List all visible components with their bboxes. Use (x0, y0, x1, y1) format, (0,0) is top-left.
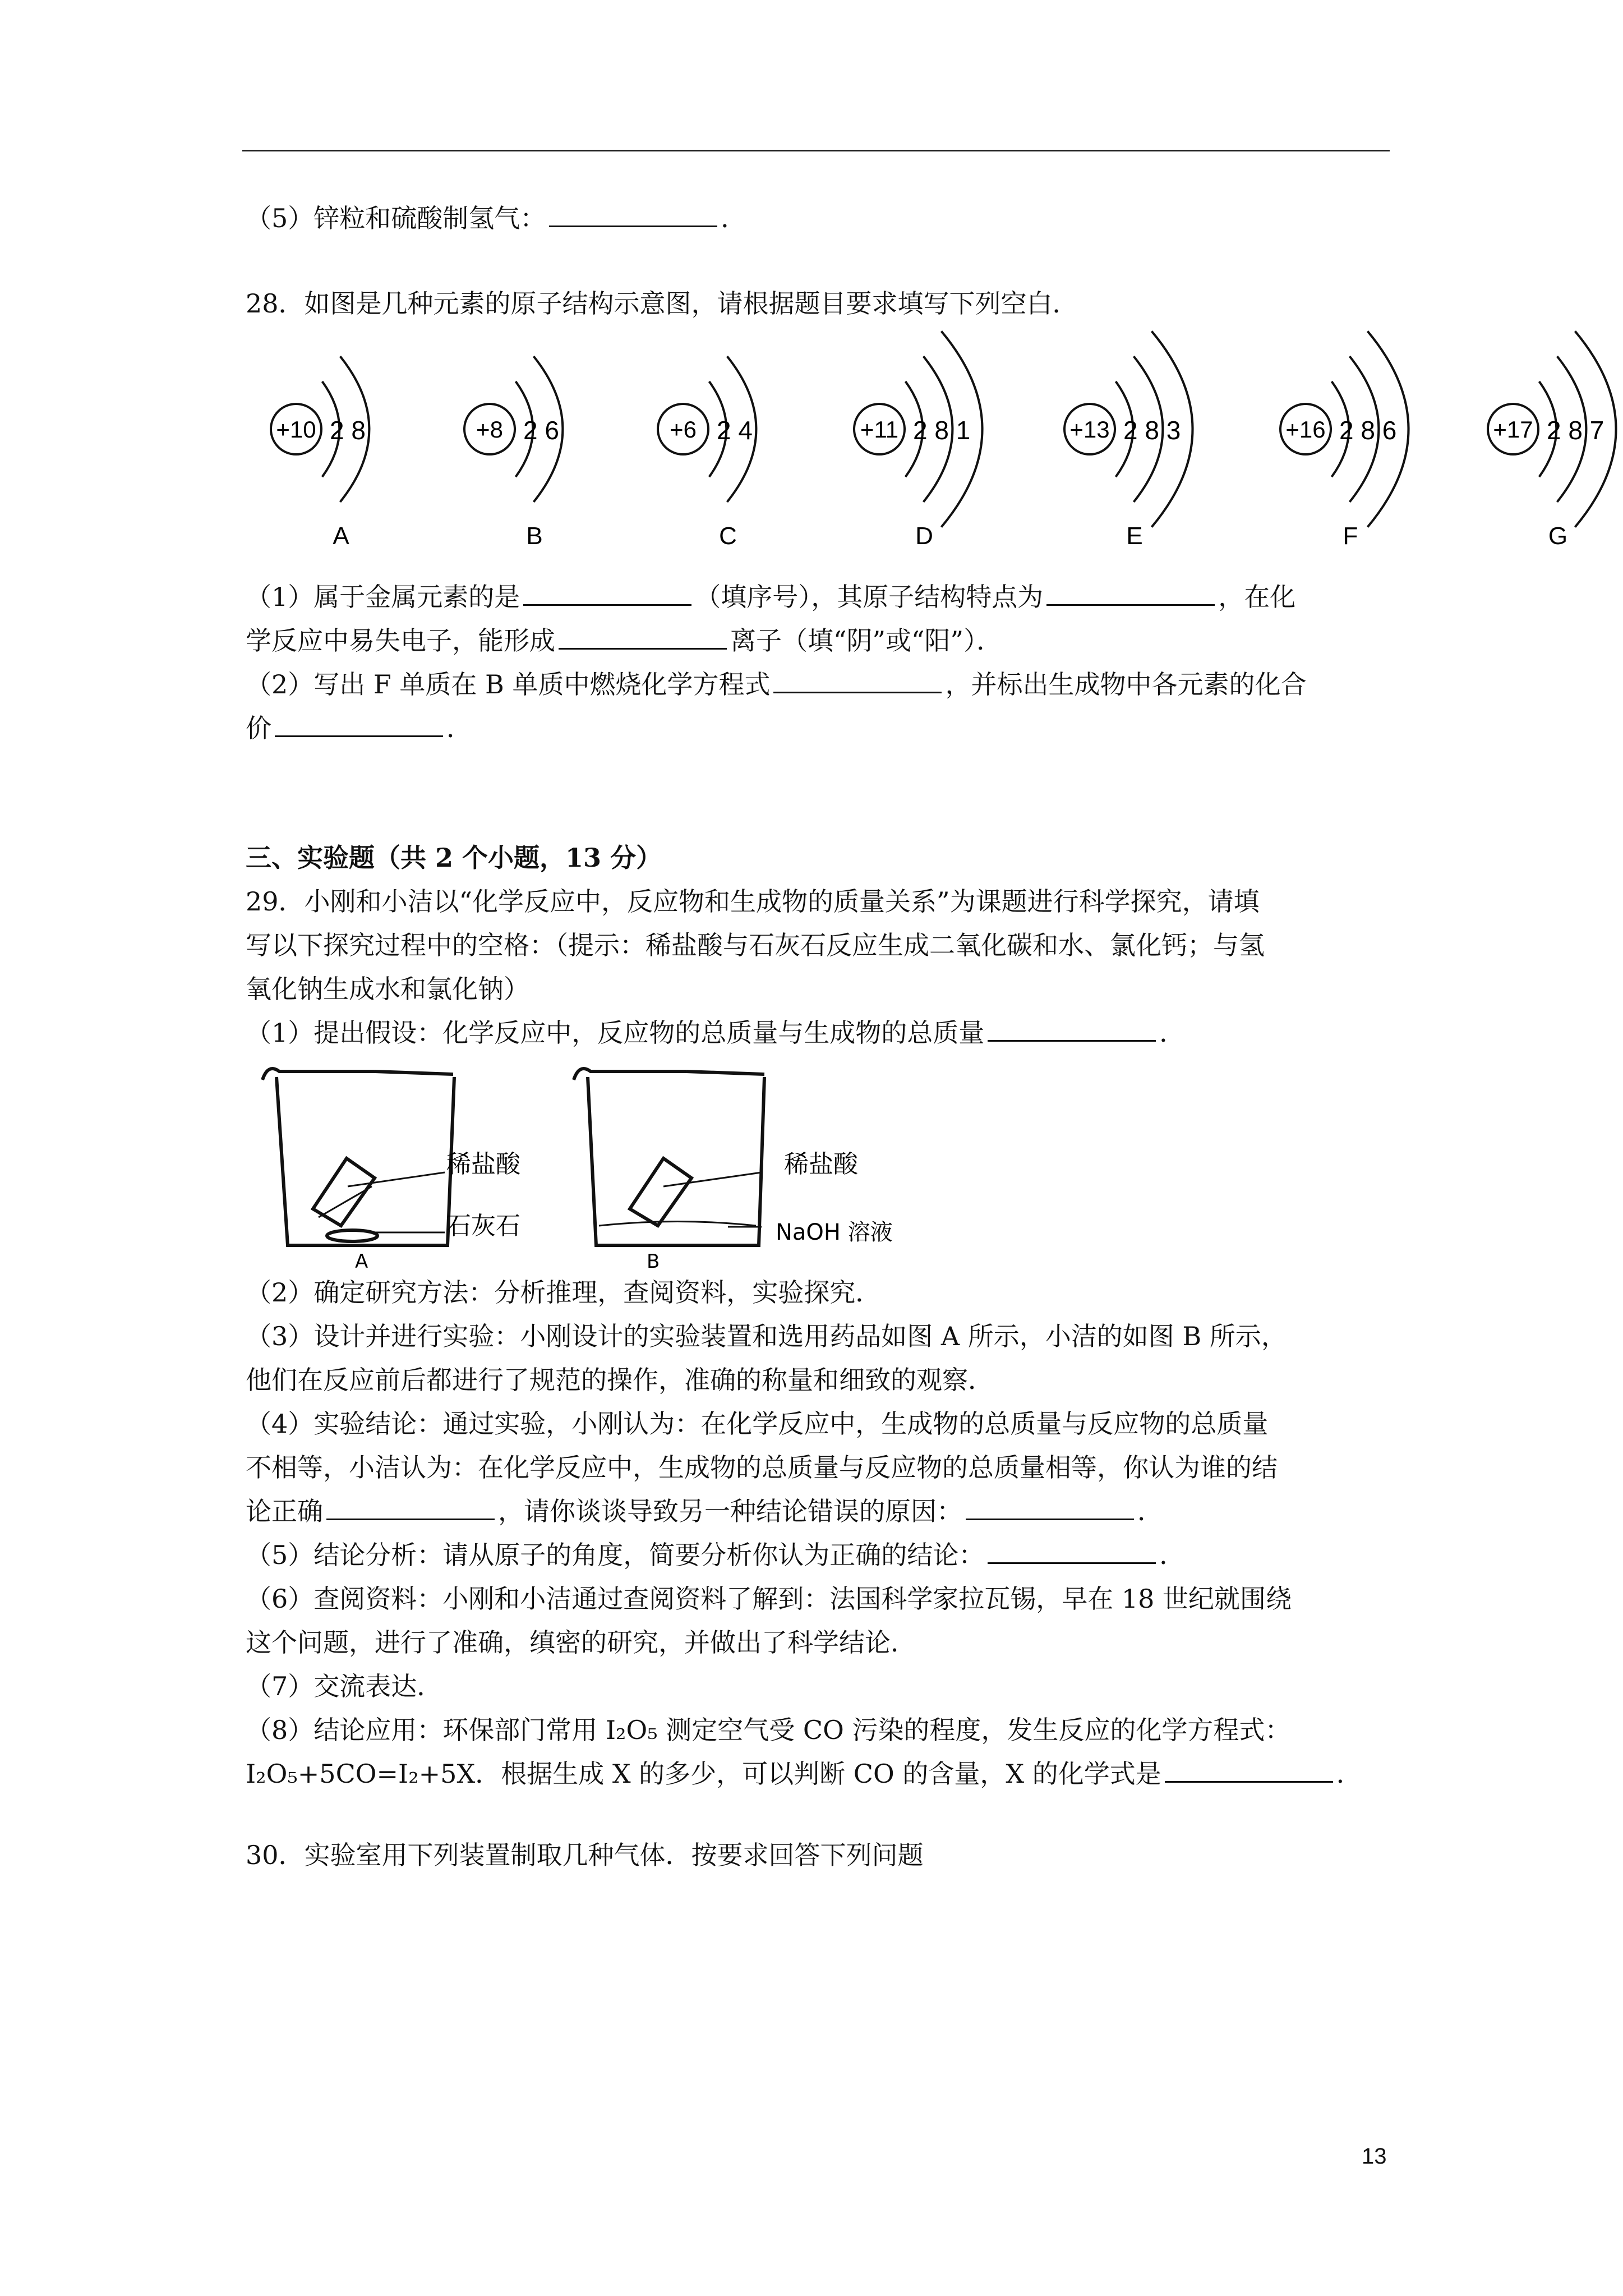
answer-blank[interactable] (988, 1018, 1156, 1042)
answer-blank[interactable] (326, 1496, 495, 1520)
atom-diagram-A (271, 356, 369, 550)
question-28-1-line2: 学反应中易失电子，能形成 离子（填“阴”或“阳”）． (246, 625, 1003, 656)
question-29-7: （7）交流表达． (246, 1671, 443, 1701)
answer-blank[interactable] (1046, 582, 1215, 606)
beaker-a-solid-label: 石灰石 (446, 1212, 520, 1240)
beaker-b-solution-label: NaOH 溶液 (776, 1220, 893, 1245)
atom-label: C (719, 522, 737, 550)
atom-diagram-B (464, 356, 562, 550)
answer-blank[interactable] (773, 669, 942, 693)
atom-diagram-E (1064, 331, 1193, 550)
question-29-4-line2: 不相等，小洁认为：在化学反应中，生成物的总质量与反应物的总质量相等，你认为谁的结 (246, 1452, 1278, 1483)
electron-counts: 2 8 6 (1339, 416, 1397, 445)
question-29-8-line1: （8）结论应用：环保部门常用 I₂O₅ 测定空气受 CO 污染的程度，发生反应的化学方程式： (246, 1715, 1291, 1745)
beaker-b-label: B (647, 1250, 660, 1271)
beaker-a (262, 1069, 454, 1245)
section-3-heading: 三、实验题（共 2 个小题，13 分） (246, 843, 662, 873)
electron-counts: 2 4 (717, 416, 753, 445)
electron-counts: 2 6 (523, 416, 559, 445)
question-29-6-line2: 这个问题，进行了准确，缜密的研究，并做出了科学结论． (246, 1627, 916, 1658)
answer-blank[interactable] (559, 625, 727, 650)
nucleus-charge: +6 (670, 416, 697, 443)
atom-label: E (1126, 522, 1143, 550)
question-29-5: （5）结论分析：请从原子的角度，简要分析你认为正确的结论： ． (246, 1540, 1186, 1570)
atomic-structure-diagrams (246, 323, 1623, 550)
question-28-title: 28．如图是几种元素的原子结构示意图，请根据题目要求填写下列空白． (246, 288, 1078, 319)
question-29-2: （2）确定研究方法：分析推理，查阅资料，实验探究． (246, 1277, 882, 1308)
beaker-b (574, 1069, 764, 1245)
answer-blank[interactable] (275, 713, 443, 737)
answer-blank[interactable] (549, 203, 717, 227)
electron-counts: 2 8 7 (1547, 416, 1604, 445)
question-27-5: （5）锌粒和硫酸制氢气： ． (246, 203, 747, 233)
question-29-4-line3: 论正确 ，请你谈谈导致另一种结论错误的原因： ． (246, 1496, 1163, 1526)
answer-blank[interactable] (966, 1496, 1134, 1520)
question-29-1: （1）提出假设：化学反应中，反应物的总质量与生成物的总质量 ． (246, 1018, 1186, 1048)
question-28-2-line2: 价 ． (246, 713, 472, 743)
nucleus-charge: +8 (476, 416, 503, 443)
atom-diagram-C (658, 356, 756, 550)
answer-blank[interactable] (523, 582, 691, 606)
atom-label: A (333, 522, 349, 550)
electron-counts: 2 8 3 (1123, 416, 1181, 445)
question-29-line2: 写以下探究过程中的空格：（提示：稀盐酸与石灰石反应生成二氧化碳和水、氯化钙；与氢 (246, 930, 1265, 960)
answer-blank[interactable] (1165, 1759, 1333, 1783)
beaker-a-label: A (355, 1250, 368, 1271)
nucleus-charge: +11 (860, 416, 899, 443)
beaker-b-acid-label: 稀盐酸 (784, 1150, 858, 1179)
header-rule (242, 150, 1390, 151)
atom-label: G (1548, 522, 1568, 550)
atom-diagram-G (1488, 331, 1616, 550)
beaker-a-acid-label: 稀盐酸 (446, 1150, 520, 1179)
question-29-6-line1: （6）查阅资料：小刚和小洁通过查阅资料了解到：法国科学家拉瓦锡，早在 18 世纪就围绕 (246, 1584, 1292, 1614)
atom-label: F (1343, 522, 1358, 550)
atom-diagram-D (854, 331, 983, 550)
electron-counts: 2 8 1 (913, 416, 971, 445)
nucleus-charge: +16 (1285, 416, 1326, 443)
electron-counts: 2 8 (330, 416, 366, 445)
question-29-4-line1: （4）实验结论：通过实验，小刚认为：在化学反应中，生成物的总质量与反应物的总质量 (246, 1409, 1269, 1439)
question-29-line3: 氧化钠生成水和氯化钠） (246, 974, 529, 1004)
atom-label: D (915, 522, 933, 550)
question-29-8-line2: I₂O₅+5CO=I₂+5X．根据生成 X 的多少，可以判断 CO 的含量，X 的化学式是 ． (246, 1759, 1362, 1789)
atom-diagram-F (1280, 331, 1409, 550)
question-28-2-line1: （2）写出 F 单质在 B 单质中燃烧化学方程式 ，并标出生成物中各元素的化合 (246, 669, 1307, 700)
page-number: 13 (1362, 2144, 1387, 2169)
atom-label: B (526, 522, 543, 550)
nucleus-charge: +17 (1493, 416, 1533, 443)
nucleus-charge: +10 (276, 416, 316, 443)
answer-blank[interactable] (988, 1540, 1156, 1564)
question-29-3-line1: （3）设计并进行实验：小刚设计的实验装置和选用药品如图 A 所示，小洁的如图 B 所示， (246, 1321, 1287, 1351)
question-30: 30．实验室用下列装置制取几种气体．按要求回答下列问题 (246, 1840, 924, 1870)
beaker-experiment-figure (246, 1046, 912, 1271)
question-28-1-line1: （1）属于金属元素的是 （填序号），其原子结构特点为 ，在化 (246, 582, 1296, 612)
question-29-3-line2: 他们在反应前后都进行了规范的操作，准确的称量和细致的观察． (246, 1365, 994, 1395)
nucleus-charge: +13 (1069, 416, 1110, 443)
question-29-line1: 29．小刚和小洁以“化学反应中，反应物和生成物的质量关系”为课题进行科学探究，请填 (246, 886, 1260, 917)
